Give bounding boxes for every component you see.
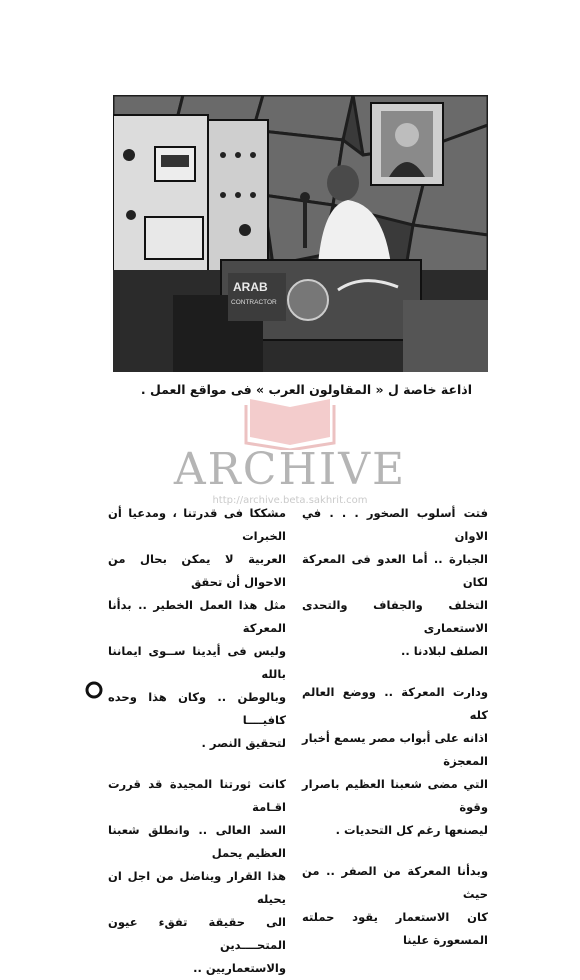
studio-photo <box>113 95 488 372</box>
text-line: ليصنعها رغم كل التحديات . <box>335 823 488 837</box>
paragraph-gap <box>302 663 488 681</box>
photo-caption: اذاعة خاصة ل « المقاولون العرب » فى مواقع العمل . <box>140 382 472 397</box>
text-line: التخلف والجفاف والتحدى الاستعمارى <box>302 598 488 635</box>
paragraph-gap <box>108 755 286 773</box>
text-line: مشككا فى قدرتنا ، ومدعيا أن الخبرات <box>108 506 286 543</box>
text-line: والاستعماريين .. <box>193 961 286 975</box>
text-line: ودارت المعركة .. ووضع العالم كله <box>302 685 488 722</box>
text-line: اذانه على أبواب مصر يسمع أخبار المعجزة <box>302 731 488 768</box>
text-line: التي مضى شعبنا العظيم باصرار وقوة <box>302 777 488 814</box>
text-line: الصلف لبلادنا .. <box>400 644 488 658</box>
text-line: السد العالى .. وانطلق شعبنا العظيم يحمل <box>108 823 286 860</box>
watermark <box>170 395 410 505</box>
article-column-right <box>302 502 488 952</box>
text-line: كانت ثورتنا المجيدة قد قررت اقـامة <box>108 777 286 814</box>
text-line: وبدأنا المعركة من الصفر .. من حيث <box>302 864 488 901</box>
text-line: كان الاستعمار يقود حملته المسعورة علينا <box>302 910 488 947</box>
watermark-text: ARCHIVE <box>173 444 407 495</box>
end-ornament-icon <box>84 680 104 700</box>
text-line: وليس فى أيدينا ســوى ايماننا بالله <box>108 644 286 681</box>
text-line: العربية لا يمكن بحال من الاحوال أن تحقق <box>108 552 286 589</box>
watermark-url: http://archive.beta.sakhrit.com <box>212 495 368 506</box>
text-line: وبالوطن .. وكان هذا وحده كافيــــا <box>108 690 286 727</box>
text-line: لتحقيق النصر . <box>201 736 286 750</box>
studio-photo-illustration <box>113 95 488 372</box>
article-column-left <box>108 502 286 980</box>
sign-text-contractor: CONTRACTOR <box>231 299 277 306</box>
text-line: الجبارة .. أما العدو فى المعركة لكان <box>302 552 488 589</box>
paragraph-gap <box>302 842 488 860</box>
text-line: مثل هذا العمل الخطير .. بدأنا المعركة <box>108 598 286 635</box>
text-line: فتت أسلوب الصخور . . . في الاوان <box>302 506 488 543</box>
sign-text-arab: ARAB <box>233 280 268 294</box>
book-icon <box>242 395 338 450</box>
text-line: هذا القرار ويناضل من اجل ان يحيله <box>108 869 286 906</box>
text-line: الى حقيقة تفقء عيون المتحــــدين <box>108 915 286 952</box>
